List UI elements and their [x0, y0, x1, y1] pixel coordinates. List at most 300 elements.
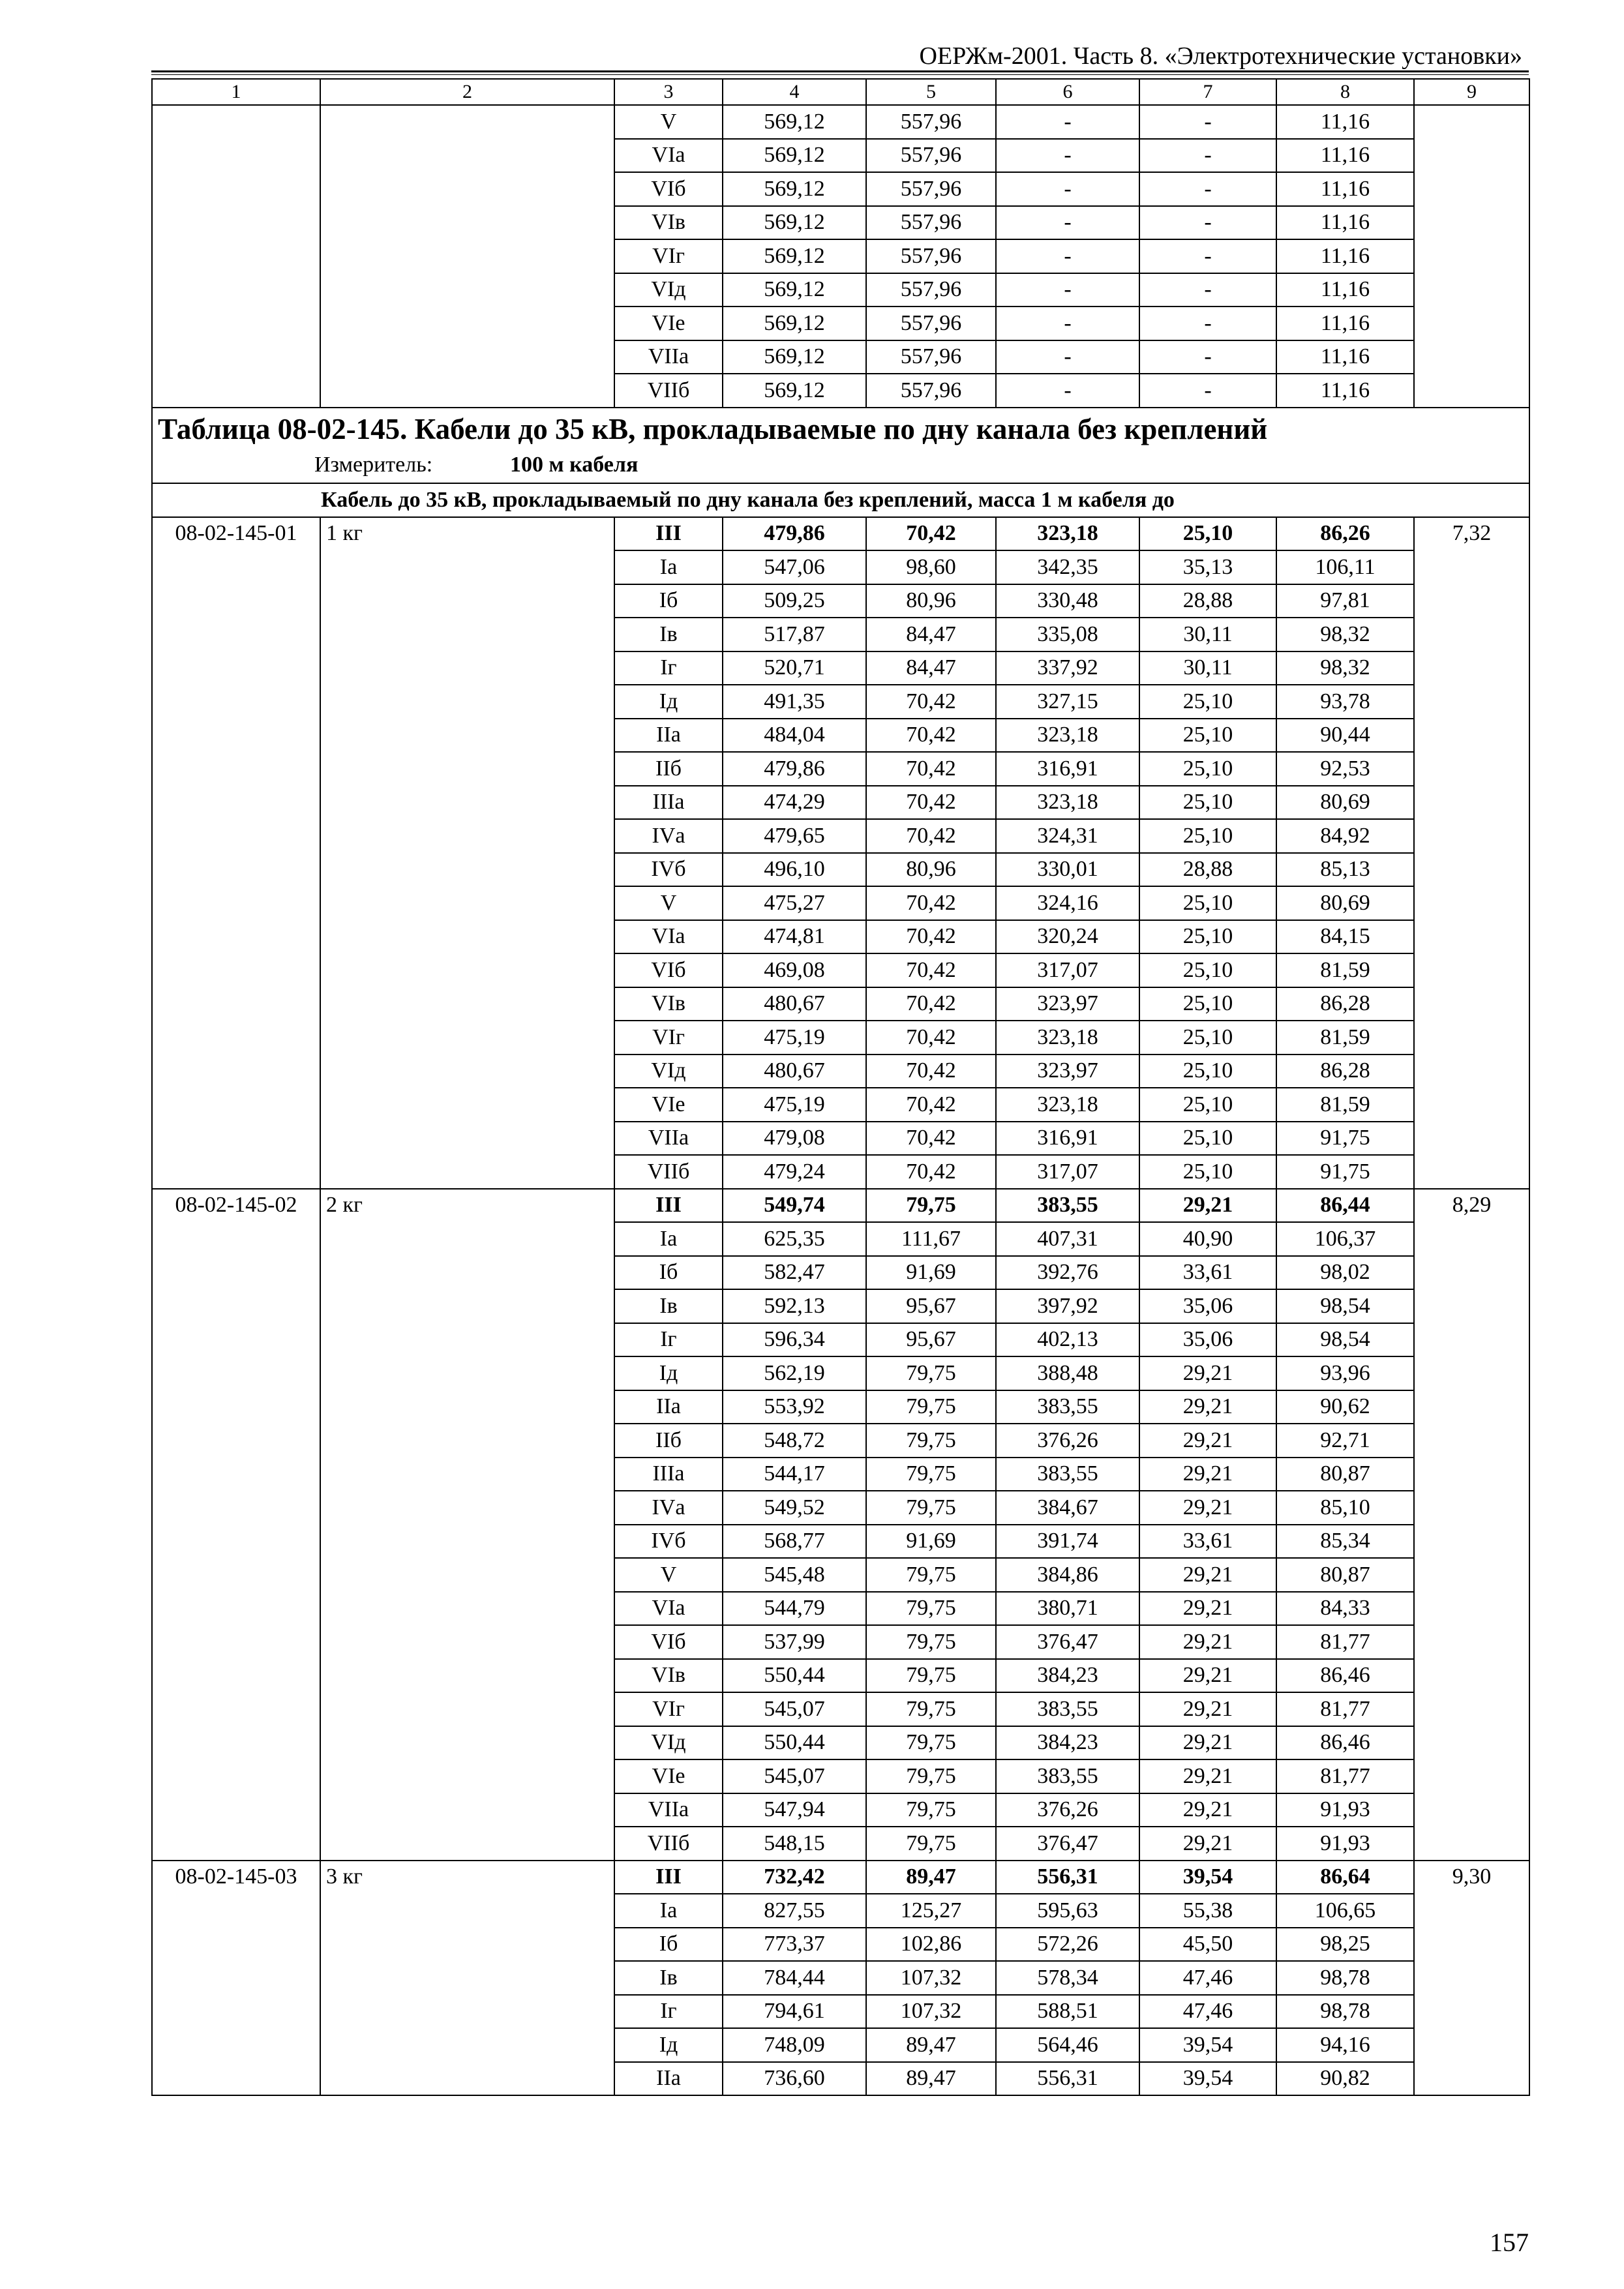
table-cell: 384,23: [996, 1726, 1139, 1760]
table-cell: 479,86: [723, 752, 866, 786]
table-cell: VIв: [614, 987, 723, 1021]
table-cell: 79,75: [866, 1827, 996, 1861]
table-cell: 79,75: [866, 1726, 996, 1760]
table-cell: 98,54: [1276, 1289, 1414, 1323]
column-number: 7: [1139, 79, 1276, 105]
table-cell: 86,28: [1276, 987, 1414, 1021]
table-cell: 569,12: [723, 139, 866, 173]
table-cell: Iа: [614, 1894, 723, 1928]
table-cell: 550,44: [723, 1726, 866, 1760]
table-cell: 323,18: [996, 1021, 1139, 1055]
table-cell: 547,94: [723, 1793, 866, 1827]
column-9-value: 9,30: [1414, 1861, 1529, 2096]
table-cell: 39,54: [1139, 2028, 1276, 2062]
table-cell: -: [996, 206, 1139, 240]
table-cell: 30,11: [1139, 651, 1276, 685]
table-cell: 29,21: [1139, 1458, 1276, 1491]
table-cell: 537,99: [723, 1625, 866, 1659]
table-cell: 588,51: [996, 1995, 1139, 2029]
table-cell: 92,71: [1276, 1424, 1414, 1458]
table-cell: VIе: [614, 1088, 723, 1122]
table-cell: 479,65: [723, 819, 866, 853]
table-cell: -: [996, 374, 1139, 408]
column-9-value: 7,32: [1414, 517, 1529, 1189]
table-cell: 784,44: [723, 1961, 866, 1995]
table-cell: VIе: [614, 1759, 723, 1793]
table-cell: 47,46: [1139, 1995, 1276, 2029]
table-cell: 25,10: [1139, 1155, 1276, 1189]
table-cell: 376,26: [996, 1793, 1139, 1827]
table-cell: 732,42: [723, 1861, 866, 1894]
table-cell: -: [1139, 206, 1276, 240]
table-cell: VIIб: [614, 1155, 723, 1189]
cable-mass: 2 кг: [320, 1189, 614, 1861]
table-cell: 70,42: [866, 752, 996, 786]
empty-cell: [320, 105, 614, 408]
table-cell: 25,10: [1139, 517, 1276, 551]
table-cell: -: [996, 307, 1139, 340]
table-cell: VIIб: [614, 374, 723, 408]
table-cell: 106,37: [1276, 1222, 1414, 1256]
table-cell: IIа: [614, 2062, 723, 2096]
table-cell: 79,75: [866, 1189, 996, 1223]
table-cell: 28,88: [1139, 853, 1276, 887]
table-cell: 125,27: [866, 1894, 996, 1928]
table-cell: 323,18: [996, 719, 1139, 753]
table-cell: 70,42: [866, 1055, 996, 1088]
table-cell: 11,16: [1276, 139, 1414, 173]
table-cell: 11,16: [1276, 172, 1414, 206]
table-cell: 342,35: [996, 550, 1139, 584]
table-cell: 556,31: [996, 1861, 1139, 1894]
table-cell: VIа: [614, 139, 723, 173]
table-cell: -: [1139, 139, 1276, 173]
table-cell: 582,47: [723, 1256, 866, 1290]
table-cell: IIIа: [614, 1458, 723, 1491]
table-cell: IVб: [614, 853, 723, 887]
table-cell: 98,25: [1276, 1928, 1414, 1962]
table-cell: 383,55: [996, 1458, 1139, 1491]
table-cell: 569,12: [723, 239, 866, 273]
table-cell: 89,47: [866, 2028, 996, 2062]
table-cell: 33,61: [1139, 1525, 1276, 1559]
table-row: [152, 1189, 1529, 1223]
table-cell: VIб: [614, 172, 723, 206]
table-cell: VIд: [614, 1055, 723, 1088]
table-cell: 79,75: [866, 1659, 996, 1693]
table-cell: 91,75: [1276, 1155, 1414, 1189]
table-cell: 35,06: [1139, 1323, 1276, 1357]
table-cell: 33,61: [1139, 1256, 1276, 1290]
table-cell: 29,21: [1139, 1558, 1276, 1592]
table-cell: VIб: [614, 1625, 723, 1659]
table-cell: 491,35: [723, 685, 866, 719]
table-cell: 327,15: [996, 685, 1139, 719]
table-cell: Iг: [614, 1323, 723, 1357]
table-cell: 70,42: [866, 786, 996, 820]
table-cell: 384,67: [996, 1491, 1139, 1525]
table-cell: 28,88: [1139, 584, 1276, 618]
column-number: 9: [1414, 79, 1529, 105]
table-cell: 29,21: [1139, 1424, 1276, 1458]
table-cell: 79,75: [866, 1625, 996, 1659]
table-cell: 748,09: [723, 2028, 866, 2062]
table-cell: 29,21: [1139, 1692, 1276, 1726]
table-cell: 70,42: [866, 685, 996, 719]
table-cell: 95,67: [866, 1289, 996, 1323]
table-cell: IIа: [614, 1390, 723, 1424]
page-header: [151, 38, 1529, 72]
table-cell: 557,96: [866, 206, 996, 240]
table-cell: 85,13: [1276, 853, 1414, 887]
table-cell: 479,08: [723, 1122, 866, 1156]
table-cell: 557,96: [866, 307, 996, 340]
table-cell: 81,77: [1276, 1692, 1414, 1726]
table-cell: 81,77: [1276, 1759, 1414, 1793]
table-cell: 25,10: [1139, 685, 1276, 719]
table-cell: 569,12: [723, 340, 866, 374]
table-cell: 29,21: [1139, 1793, 1276, 1827]
table-cell: 80,96: [866, 853, 996, 887]
table-cell: 564,46: [996, 2028, 1139, 2062]
table-cell: IIа: [614, 719, 723, 753]
table-cell: 572,26: [996, 1928, 1139, 1962]
table-cell: 479,86: [723, 517, 866, 551]
table-cell: -: [1139, 172, 1276, 206]
table-cell: 330,48: [996, 584, 1139, 618]
table-cell: 70,42: [866, 953, 996, 987]
measure-line: [158, 453, 1524, 477]
empty-cell: [1414, 105, 1529, 408]
table-cell: 383,55: [996, 1189, 1139, 1223]
table-cell: 30,11: [1139, 618, 1276, 651]
table-cell: 337,92: [996, 651, 1139, 685]
table-cell: 70,42: [866, 517, 996, 551]
rate-code: 08-02-145-03: [152, 1861, 320, 2096]
measure-label: Измеритель:: [314, 452, 433, 477]
table-cell: 11,16: [1276, 374, 1414, 408]
table-cell: 569,12: [723, 105, 866, 139]
table-cell: 93,96: [1276, 1356, 1414, 1390]
table-row: [152, 517, 1529, 551]
table-cell: IIб: [614, 752, 723, 786]
table-cell: VIб: [614, 953, 723, 987]
table-cell: VIг: [614, 239, 723, 273]
table-cell: 376,26: [996, 1424, 1139, 1458]
table-cell: 40,90: [1139, 1222, 1276, 1256]
table-cell: 11,16: [1276, 340, 1414, 374]
table-cell: 85,34: [1276, 1525, 1414, 1559]
table-cell: 569,12: [723, 206, 866, 240]
table-cell: 520,71: [723, 651, 866, 685]
table-cell: 479,24: [723, 1155, 866, 1189]
table-cell: 95,67: [866, 1323, 996, 1357]
table-cell: VIв: [614, 1659, 723, 1693]
table-subtitle: Кабель до 35 кВ, прокладываемый по дну канала без креплений, масса 1 м кабеля до: [152, 483, 1529, 517]
table-cell: 25,10: [1139, 786, 1276, 820]
table-cell: -: [996, 273, 1139, 307]
table-cell: 545,07: [723, 1692, 866, 1726]
table-cell: IVа: [614, 819, 723, 853]
table-cell: 84,15: [1276, 920, 1414, 954]
table-cell: 548,15: [723, 1827, 866, 1861]
table-cell: 79,75: [866, 1692, 996, 1726]
table-cell: 91,69: [866, 1525, 996, 1559]
table-cell: 596,34: [723, 1323, 866, 1357]
table-cell: 323,18: [996, 786, 1139, 820]
table-cell: Iд: [614, 1356, 723, 1390]
table-cell: 70,42: [866, 886, 996, 920]
table-cell: 391,74: [996, 1525, 1139, 1559]
table-cell: 484,04: [723, 719, 866, 753]
table-cell: 475,19: [723, 1021, 866, 1055]
table-cell: 549,52: [723, 1491, 866, 1525]
table-cell: 111,67: [866, 1222, 996, 1256]
table-cell: 81,59: [1276, 953, 1414, 987]
table-cell: 98,78: [1276, 1961, 1414, 1995]
table-cell: 545,48: [723, 1558, 866, 1592]
table-cell: 407,31: [996, 1222, 1139, 1256]
table-cell: 553,92: [723, 1390, 866, 1424]
table-cell: IIIа: [614, 786, 723, 820]
table-cell: 29,21: [1139, 1659, 1276, 1693]
table-cell: 98,32: [1276, 618, 1414, 651]
table-cell: 376,47: [996, 1827, 1139, 1861]
table-cell: 324,16: [996, 886, 1139, 920]
table-cell: 316,91: [996, 1122, 1139, 1156]
table-cell: 25,10: [1139, 953, 1276, 987]
table-cell: Iв: [614, 1961, 723, 1995]
table-cell: 79,75: [866, 1759, 996, 1793]
table-cell: 11,16: [1276, 206, 1414, 240]
table-cell: 25,10: [1139, 819, 1276, 853]
table-cell: 70,42: [866, 920, 996, 954]
table-cell: -: [996, 172, 1139, 206]
table-cell: V: [614, 1558, 723, 1592]
table-cell: Iв: [614, 1289, 723, 1323]
table-cell: 330,01: [996, 853, 1139, 887]
table-cell: 29,21: [1139, 1759, 1276, 1793]
table-cell: 320,24: [996, 920, 1139, 954]
table-cell: 35,13: [1139, 550, 1276, 584]
column-number: 4: [723, 79, 866, 105]
table-cell: 86,46: [1276, 1659, 1414, 1693]
table-cell: 827,55: [723, 1894, 866, 1928]
table-cell: 70,42: [866, 987, 996, 1021]
cable-mass: 3 кг: [320, 1861, 614, 2096]
table-cell: 335,08: [996, 618, 1139, 651]
table-cell: 550,44: [723, 1659, 866, 1693]
cable-mass: 1 кг: [320, 517, 614, 1189]
table-cell: 70,42: [866, 1122, 996, 1156]
table-cell: 557,96: [866, 172, 996, 206]
table-cell: 86,44: [1276, 1189, 1414, 1223]
table-cell: 323,18: [996, 1088, 1139, 1122]
table-cell: 90,82: [1276, 2062, 1414, 2096]
rates-table: [151, 78, 1530, 2096]
table-cell: 80,87: [1276, 1558, 1414, 1592]
table-cell: 107,32: [866, 1961, 996, 1995]
column-9-value: 8,29: [1414, 1189, 1529, 1861]
table-cell: 81,59: [1276, 1088, 1414, 1122]
table-cell: 47,46: [1139, 1961, 1276, 1995]
column-number: 6: [996, 79, 1139, 105]
table-cell: 91,93: [1276, 1827, 1414, 1861]
table-cell: III: [614, 1861, 723, 1894]
table-cell: VIв: [614, 206, 723, 240]
table-cell: 91,93: [1276, 1793, 1414, 1827]
table-cell: 25,10: [1139, 886, 1276, 920]
table-cell: Iб: [614, 584, 723, 618]
table-cell: 25,10: [1139, 719, 1276, 753]
table-cell: Iг: [614, 1995, 723, 2029]
table-cell: 475,27: [723, 886, 866, 920]
table-cell: IIб: [614, 1424, 723, 1458]
table-cell: 29,21: [1139, 1726, 1276, 1760]
table-cell: 25,10: [1139, 1088, 1276, 1122]
table-cell: 70,42: [866, 1088, 996, 1122]
table-cell: VIIа: [614, 340, 723, 374]
table-subtitle-row: [152, 483, 1529, 517]
table-cell: 384,23: [996, 1659, 1139, 1693]
table-cell: -: [1139, 273, 1276, 307]
table-cell: 80,96: [866, 584, 996, 618]
header-rule: [151, 74, 1529, 75]
table-cell: 324,31: [996, 819, 1139, 853]
table-cell: 569,12: [723, 307, 866, 340]
column-number: 3: [614, 79, 723, 105]
table-cell: VIIа: [614, 1122, 723, 1156]
table-cell: -: [1139, 340, 1276, 374]
table-cell: 45,50: [1139, 1928, 1276, 1962]
table-cell: 592,13: [723, 1289, 866, 1323]
table-cell: 86,46: [1276, 1726, 1414, 1760]
table-cell: Iг: [614, 651, 723, 685]
table-cell: 94,16: [1276, 2028, 1414, 2062]
table-title-cell: [152, 408, 1529, 483]
table-cell: 84,92: [1276, 819, 1414, 853]
table-cell: VIг: [614, 1692, 723, 1726]
table-cell: 547,06: [723, 550, 866, 584]
table-cell: 70,42: [866, 1155, 996, 1189]
table-cell: 84,47: [866, 651, 996, 685]
table-cell: 11,16: [1276, 105, 1414, 139]
table-cell: 79,75: [866, 1424, 996, 1458]
table-cell: 480,67: [723, 987, 866, 1021]
table-cell: 55,38: [1139, 1894, 1276, 1928]
table-cell: 384,86: [996, 1558, 1139, 1592]
table-cell: 79,75: [866, 1458, 996, 1491]
table-cell: 509,25: [723, 584, 866, 618]
table-cell: VIе: [614, 307, 723, 340]
table-row: [152, 105, 1529, 139]
table-cell: VIа: [614, 1592, 723, 1626]
table-cell: 93,78: [1276, 685, 1414, 719]
table-cell: 79,75: [866, 1390, 996, 1424]
table-cell: 323,18: [996, 517, 1139, 551]
table-cell: 548,72: [723, 1424, 866, 1458]
table-cell: 39,54: [1139, 2062, 1276, 2096]
table-cell: 773,37: [723, 1928, 866, 1962]
table-cell: 557,96: [866, 105, 996, 139]
table-cell: 29,21: [1139, 1827, 1276, 1861]
table-cell: 25,10: [1139, 987, 1276, 1021]
table-cell: 625,35: [723, 1222, 866, 1256]
table-cell: 91,69: [866, 1256, 996, 1290]
table-cell: Iб: [614, 1928, 723, 1962]
table-cell: 545,07: [723, 1759, 866, 1793]
table-cell: -: [996, 105, 1139, 139]
table-cell: 383,55: [996, 1692, 1139, 1726]
table-cell: 11,16: [1276, 273, 1414, 307]
table-cell: 380,71: [996, 1592, 1139, 1626]
table-cell: Iа: [614, 1222, 723, 1256]
table-cell: 98,60: [866, 550, 996, 584]
table-cell: Iв: [614, 618, 723, 651]
table-cell: 79,75: [866, 1592, 996, 1626]
table-title: Таблица 08-02-145. Кабели до 35 кВ, прокладываемые по дну канала без креплений: [158, 412, 1268, 445]
table-cell: 90,62: [1276, 1390, 1414, 1424]
measure-value: 100 м кабеля: [510, 452, 639, 477]
table-cell: 79,75: [866, 1491, 996, 1525]
table-cell: 517,87: [723, 618, 866, 651]
table-cell: III: [614, 1189, 723, 1223]
table-cell: 98,54: [1276, 1323, 1414, 1357]
table-cell: 70,42: [866, 1021, 996, 1055]
page-number: 157: [1490, 2228, 1529, 2257]
table-cell: 29,21: [1139, 1625, 1276, 1659]
table-cell: 86,64: [1276, 1861, 1414, 1894]
table-cell: VIг: [614, 1021, 723, 1055]
table-cell: V: [614, 105, 723, 139]
table-cell: 556,31: [996, 2062, 1139, 2096]
table-cell: -: [1139, 307, 1276, 340]
column-number: 5: [866, 79, 996, 105]
table-cell: 595,63: [996, 1894, 1139, 1928]
table-cell: 11,16: [1276, 307, 1414, 340]
table-cell: 107,32: [866, 1995, 996, 2029]
table-cell: 86,28: [1276, 1055, 1414, 1088]
empty-cell: [152, 105, 320, 408]
rate-code: 08-02-145-01: [152, 517, 320, 1189]
table-cell: 25,10: [1139, 920, 1276, 954]
table-cell: 84,33: [1276, 1592, 1414, 1626]
table-cell: Iд: [614, 2028, 723, 2062]
table-cell: 102,86: [866, 1928, 996, 1962]
table-cell: 29,21: [1139, 1189, 1276, 1223]
table-cell: 397,92: [996, 1289, 1139, 1323]
table-cell: 80,69: [1276, 886, 1414, 920]
table-cell: 496,10: [723, 853, 866, 887]
table-cell: 549,74: [723, 1189, 866, 1223]
table-cell: III: [614, 517, 723, 551]
table-cell: 92,53: [1276, 752, 1414, 786]
column-number: 2: [320, 79, 614, 105]
table-cell: 474,29: [723, 786, 866, 820]
table-cell: 544,17: [723, 1458, 866, 1491]
table-cell: 736,60: [723, 2062, 866, 2096]
column-number-row: [152, 79, 1529, 105]
table-cell: -: [996, 340, 1139, 374]
table-cell: 317,07: [996, 953, 1139, 987]
table-cell: 557,96: [866, 340, 996, 374]
table-cell: -: [1139, 374, 1276, 408]
table-cell: 474,81: [723, 920, 866, 954]
table-cell: 317,07: [996, 1155, 1139, 1189]
table-cell: 557,96: [866, 374, 996, 408]
table-cell: 11,16: [1276, 239, 1414, 273]
table-cell: 80,87: [1276, 1458, 1414, 1491]
